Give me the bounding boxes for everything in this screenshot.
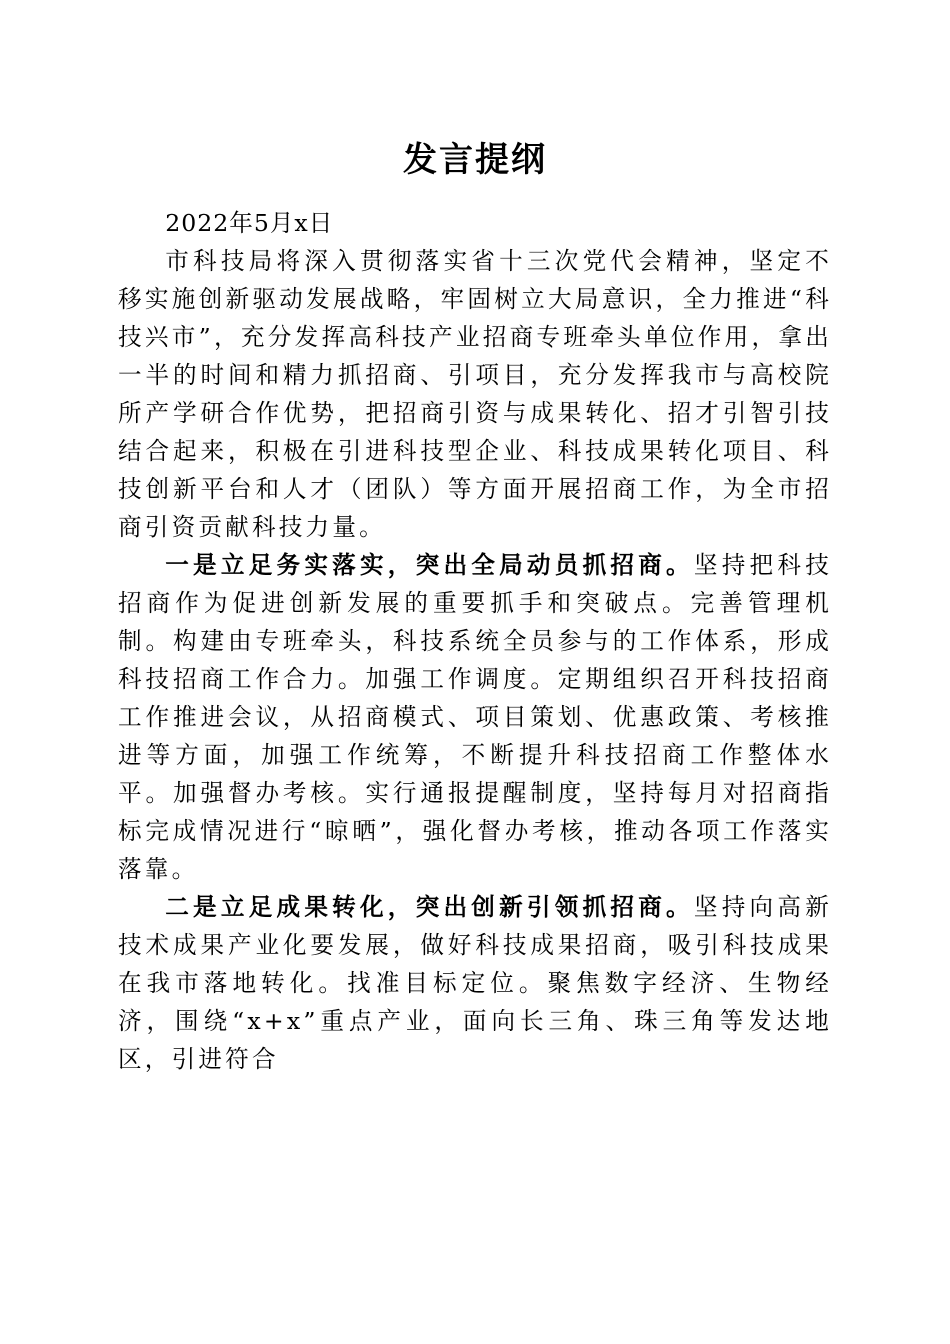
paragraph-intro-text: 市科技局将深入贯彻落实省十三次党代会精神，坚定不移实施创新驱动发展战略，牢固树立大局意识，全力推进“科技兴市”，充分发挥高科技产业招商专班牵头单位作用，拿出一半的时间和精力抓招商、引项目，充分发挥我市与高校院所产学研合作优势，把招商引资与成果转化、招才引智引技结合起来，积极在引进科技型企业、科技成果转化项目、科技创新平台和人才（团队）等方面开展招商工作，为全市招商引资贡献科技力量。 xyxy=(118,247,832,541)
paragraph-point-2-heading: 二是立足成果转化，突出创新引领抓招商。 xyxy=(165,893,694,921)
paragraph-point-2-text: 坚持向高新技术成果产业化要发展，做好科技成果招商，吸引科技成果在我市落地转化。找准目标定位。聚焦数字经济、生物经济，围绕“x+x”重点产业，面向长三角、珠三角等发达地区，引进符合 xyxy=(118,893,832,1073)
document-body xyxy=(118,204,832,1078)
paragraph-point-1-text: 坚持把科技招商作为促进创新发展的重要抓手和突破点。完善管理机制。构建由专班牵头，科技系统全员参与的工作体系，形成科技招商工作合力。加强工作调度。定期组织召开科技招商工作推进会议，从招商模式、项目策划、优惠政策、考核推进等方面，加强工作统筹，不断提升科技招商工作整体水平。加强督办考核。实行通报提醒制度，坚持每月对招商指标完成情况进行“晾晒”，强化督办考核，推动各项工作落实落靠。 xyxy=(118,551,832,883)
paragraph-point-1 xyxy=(118,546,832,888)
document-date: 2022年5月x日 xyxy=(165,209,334,237)
document-title: 发言提纲 xyxy=(403,140,547,180)
paragraph-point-1-heading: 一是立足务实落实，突出全局动员抓招商。 xyxy=(165,551,694,579)
paragraph-intro xyxy=(118,242,832,546)
paragraph-point-2 xyxy=(118,888,832,1078)
